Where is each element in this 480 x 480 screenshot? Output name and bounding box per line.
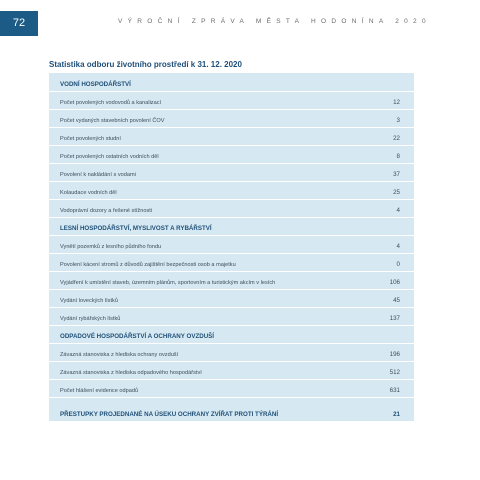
row-value: 37 <box>393 171 400 178</box>
table-row <box>49 92 414 110</box>
table-row <box>49 344 414 362</box>
statistics-table <box>49 73 414 421</box>
section-heading-water <box>49 73 414 92</box>
table-title: Statistika odboru životního prostředí k 31. 12. 2020 <box>49 60 242 69</box>
row-value: 4 <box>396 243 400 250</box>
row-value: 196 <box>389 351 400 358</box>
row-label: Počet vydaných stavebních povolení ČOV <box>60 118 165 124</box>
table-row <box>49 254 414 272</box>
row-label: Závazná stanoviska z hlediska odpadového hospodářství <box>60 370 202 376</box>
row-label: Vydání loveckých lístků <box>60 298 118 304</box>
row-value: 106 <box>389 279 400 286</box>
section-heading-forestry <box>49 218 414 236</box>
table-row <box>49 146 414 164</box>
row-label: Počet povolených vodovodů a kanalizací <box>60 100 162 106</box>
table-row <box>49 380 414 398</box>
row-label: Vydání rybářských lístků <box>60 316 121 322</box>
row-label: Počet povolených ostatních vodních děl <box>60 154 159 160</box>
table-row <box>49 164 414 182</box>
row-value: 0 <box>396 261 400 268</box>
table-row <box>49 308 414 326</box>
row-value: 45 <box>393 297 400 304</box>
section-heading-label: VODNÍ HOSPODÁŘSTVÍ <box>60 81 131 88</box>
table-row <box>49 200 414 218</box>
row-label: Vodoprávní dozory a řešené stížnosti <box>60 208 153 214</box>
row-value: 512 <box>389 369 400 376</box>
row-label: Vyjádření k umístění staveb, územním plánům, sportovním a turistickým akcím v lesích <box>60 280 276 286</box>
table-row <box>49 128 414 146</box>
page-number: 72 <box>0 11 38 36</box>
final-row-label: PŘESTUPKY PROJEDNANÉ NA ÚSEKU OCHRANY ZVÍŘAT PROTI TÝRÁNÍ <box>60 411 279 418</box>
final-row-value: 21 <box>393 411 400 418</box>
table-row <box>49 290 414 308</box>
row-label: Povolení kácení stromů z důvodů zajištění bezpečnosti osob a majetku <box>60 262 236 268</box>
table-row <box>49 272 414 290</box>
row-value: 3 <box>396 117 400 124</box>
final-row-animal-protection <box>49 398 414 421</box>
row-value: 631 <box>389 387 400 394</box>
row-value: 137 <box>389 315 400 322</box>
row-value: 12 <box>393 99 400 106</box>
row-value: 8 <box>396 153 400 160</box>
section-heading-label: ODPADOVÉ HOSPODÁŘSTVÍ A OCHRANY OVZDUŠÍ <box>60 333 215 340</box>
table-row <box>49 362 414 380</box>
row-value: 22 <box>393 135 400 142</box>
table-row <box>49 182 414 200</box>
row-value: 4 <box>396 207 400 214</box>
table-row <box>49 236 414 254</box>
report-header-title: VÝROČNÍ ZPRÁVA MĚSTA HODONÍNA 2020 <box>118 18 431 25</box>
row-label: Vynětí pozemků z lesního půdního fondu <box>60 244 162 250</box>
row-value: 25 <box>393 189 400 196</box>
row-label: Kolaudace vodních děl <box>60 190 117 196</box>
section-heading-waste-air <box>49 326 414 344</box>
row-label: Povolení k nakládání s vodami <box>60 172 136 178</box>
row-label: Závazná stanoviska z hlediska ochrany ovzduší <box>60 352 179 358</box>
row-label: Počet povolených studní <box>60 136 121 142</box>
section-heading-label: LESNÍ HOSPODÁŘSTVÍ, MYSLIVOST A RYBÁŘSTVÍ <box>60 225 212 232</box>
table-row <box>49 110 414 128</box>
row-label: Počet hlášení evidence odpadů <box>60 388 139 394</box>
